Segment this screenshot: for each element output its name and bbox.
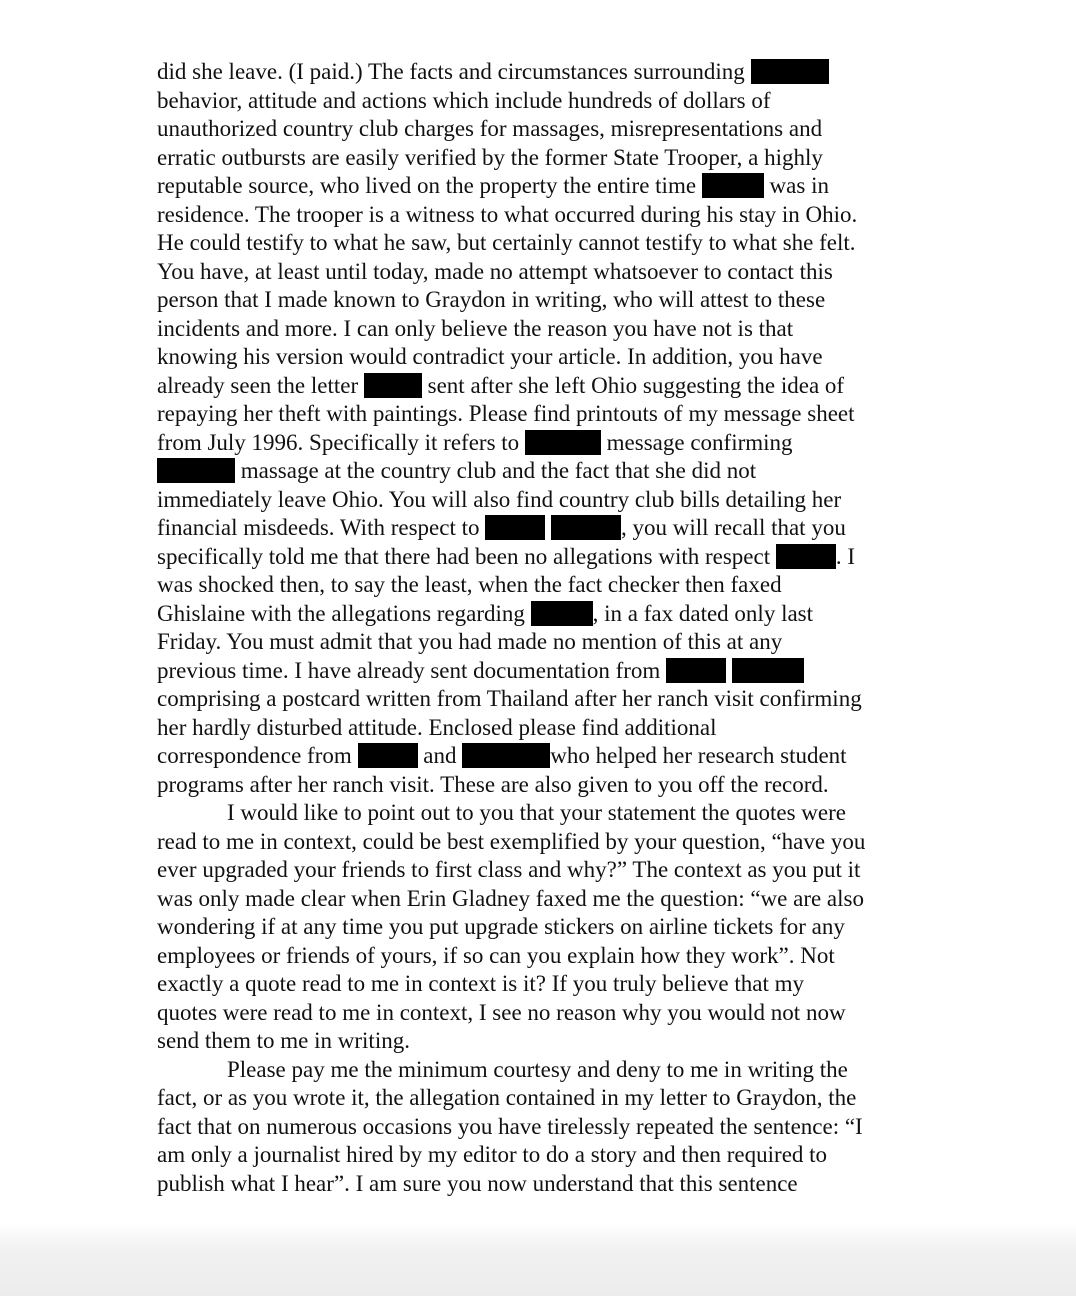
text-line: her hardly disturbed attitude. Enclosed please find additional bbox=[157, 714, 717, 740]
text-line: ever upgraded your friends to first class and why?” The context as you put it bbox=[157, 857, 861, 882]
redaction-box bbox=[732, 658, 804, 683]
text-line: Please pay me the minimum courtesy and deny to me in writing the bbox=[227, 1056, 848, 1082]
text-line: reputable source, who lived on the property the entire time was in bbox=[157, 173, 829, 198]
redaction-box bbox=[525, 430, 601, 455]
text-line: comprising a postcard written from Thailand after her ranch visit confirming bbox=[157, 686, 862, 711]
text-line: I would like to point out to you that your statement the quotes were bbox=[227, 800, 846, 825]
text-line: was shocked then, to say the least, when the fact checker then faxed bbox=[157, 572, 782, 597]
text-line: send them to me in writing. bbox=[157, 1028, 410, 1053]
text-line: exactly a quote read to me in context is it? If you truly believe that my bbox=[157, 971, 804, 996]
redaction-box bbox=[666, 658, 726, 683]
text-line: incidents and more. I can only believe the reason you have not is that bbox=[157, 315, 794, 341]
text-line: am only a journalist hired by my editor to do a story and then required to bbox=[157, 1142, 828, 1167]
redaction-box bbox=[551, 515, 621, 540]
redaction-box bbox=[485, 515, 545, 540]
text-line: from July 1996. Specifically it refers to message confirming bbox=[157, 429, 793, 455]
text-line: fact, or as you wrote it, the allegation contained in my letter to Graydon, the bbox=[157, 1085, 857, 1110]
page-bottom-shadow bbox=[0, 1222, 1076, 1296]
text-line: residence. The trooper is a witness to what occurred during his stay in Ohio. bbox=[157, 201, 858, 227]
text-line: was only made clear when Erin Gladney faxed me the question: “we are also bbox=[157, 885, 864, 911]
text-line: massage at the country club and the fact that she did not bbox=[157, 457, 937, 486]
letter-body bbox=[157, 58, 937, 1198]
text-line: person that I made known to Graydon in writing, who will attest to these bbox=[157, 287, 826, 312]
redaction-box bbox=[776, 544, 836, 569]
text-line: publish what I hear”. I am sure you now understand that this sentence bbox=[157, 1170, 798, 1196]
redaction-box bbox=[531, 601, 593, 626]
text-line: Ghislaine with the allegations regarding , in a fax dated only last bbox=[157, 600, 814, 626]
redaction-box bbox=[358, 743, 418, 768]
text-line: behavior, attitude and actions which include hundreds of dollars of bbox=[157, 87, 771, 113]
text-line: erratic outbursts are easily verified by the former State Trooper, a highly bbox=[157, 144, 823, 170]
redaction-box bbox=[364, 373, 422, 398]
text-line: wondering if at any time you put upgrade stickers on airline tickets for any bbox=[157, 914, 845, 939]
text-line: You have, at least until today, made no attempt whatsoever to contact this bbox=[157, 258, 833, 284]
redaction-box bbox=[751, 59, 829, 84]
text-line: already seen the letter sent after she left Ohio suggesting the idea of bbox=[157, 372, 845, 398]
text-line: Friday. You must admit that you had made no mention of this at any bbox=[157, 629, 783, 654]
redaction-box bbox=[702, 173, 764, 198]
text-line: unauthorized country club charges for massages, misrepresentations and bbox=[157, 116, 823, 141]
text-line: repaying her theft with paintings. Please find printouts of my message sheet bbox=[157, 401, 855, 426]
redaction-box bbox=[157, 458, 235, 483]
text-line: employees or friends of yours, if so can you explain how they work”. Not bbox=[157, 942, 835, 968]
text-line: fact that on numerous occasions you have tirelessly repeated the sentence: “I bbox=[157, 1113, 863, 1139]
text-line: financial misdeeds. With respect to , you will recall that you bbox=[157, 515, 846, 540]
redaction-box bbox=[462, 743, 550, 768]
text-line: quotes were read to me in context, I see no reason why you would not now bbox=[157, 999, 846, 1025]
text-line: read to me in context, could be best exemplified by your question, “have you bbox=[157, 828, 866, 854]
text-line: did she leave. (I paid.) The facts and circumstances surrounding bbox=[157, 58, 937, 87]
text-line: knowing his version would contradict your article. In addition, you have bbox=[157, 344, 823, 369]
text-line: specifically told me that there had been no allegations with respect . I bbox=[157, 543, 856, 569]
text-line: He could testify to what he saw, but certainly cannot testify to what she felt. bbox=[157, 230, 856, 255]
text-line: programs after her ranch visit. These are also given to you off the record. bbox=[157, 771, 829, 797]
text-line: correspondence from and who helped her research student bbox=[157, 743, 847, 768]
text-line: previous time. I have already sent documentation from bbox=[157, 657, 937, 686]
text-line: immediately leave Ohio. You will also find country club bills detailing her bbox=[157, 486, 842, 512]
